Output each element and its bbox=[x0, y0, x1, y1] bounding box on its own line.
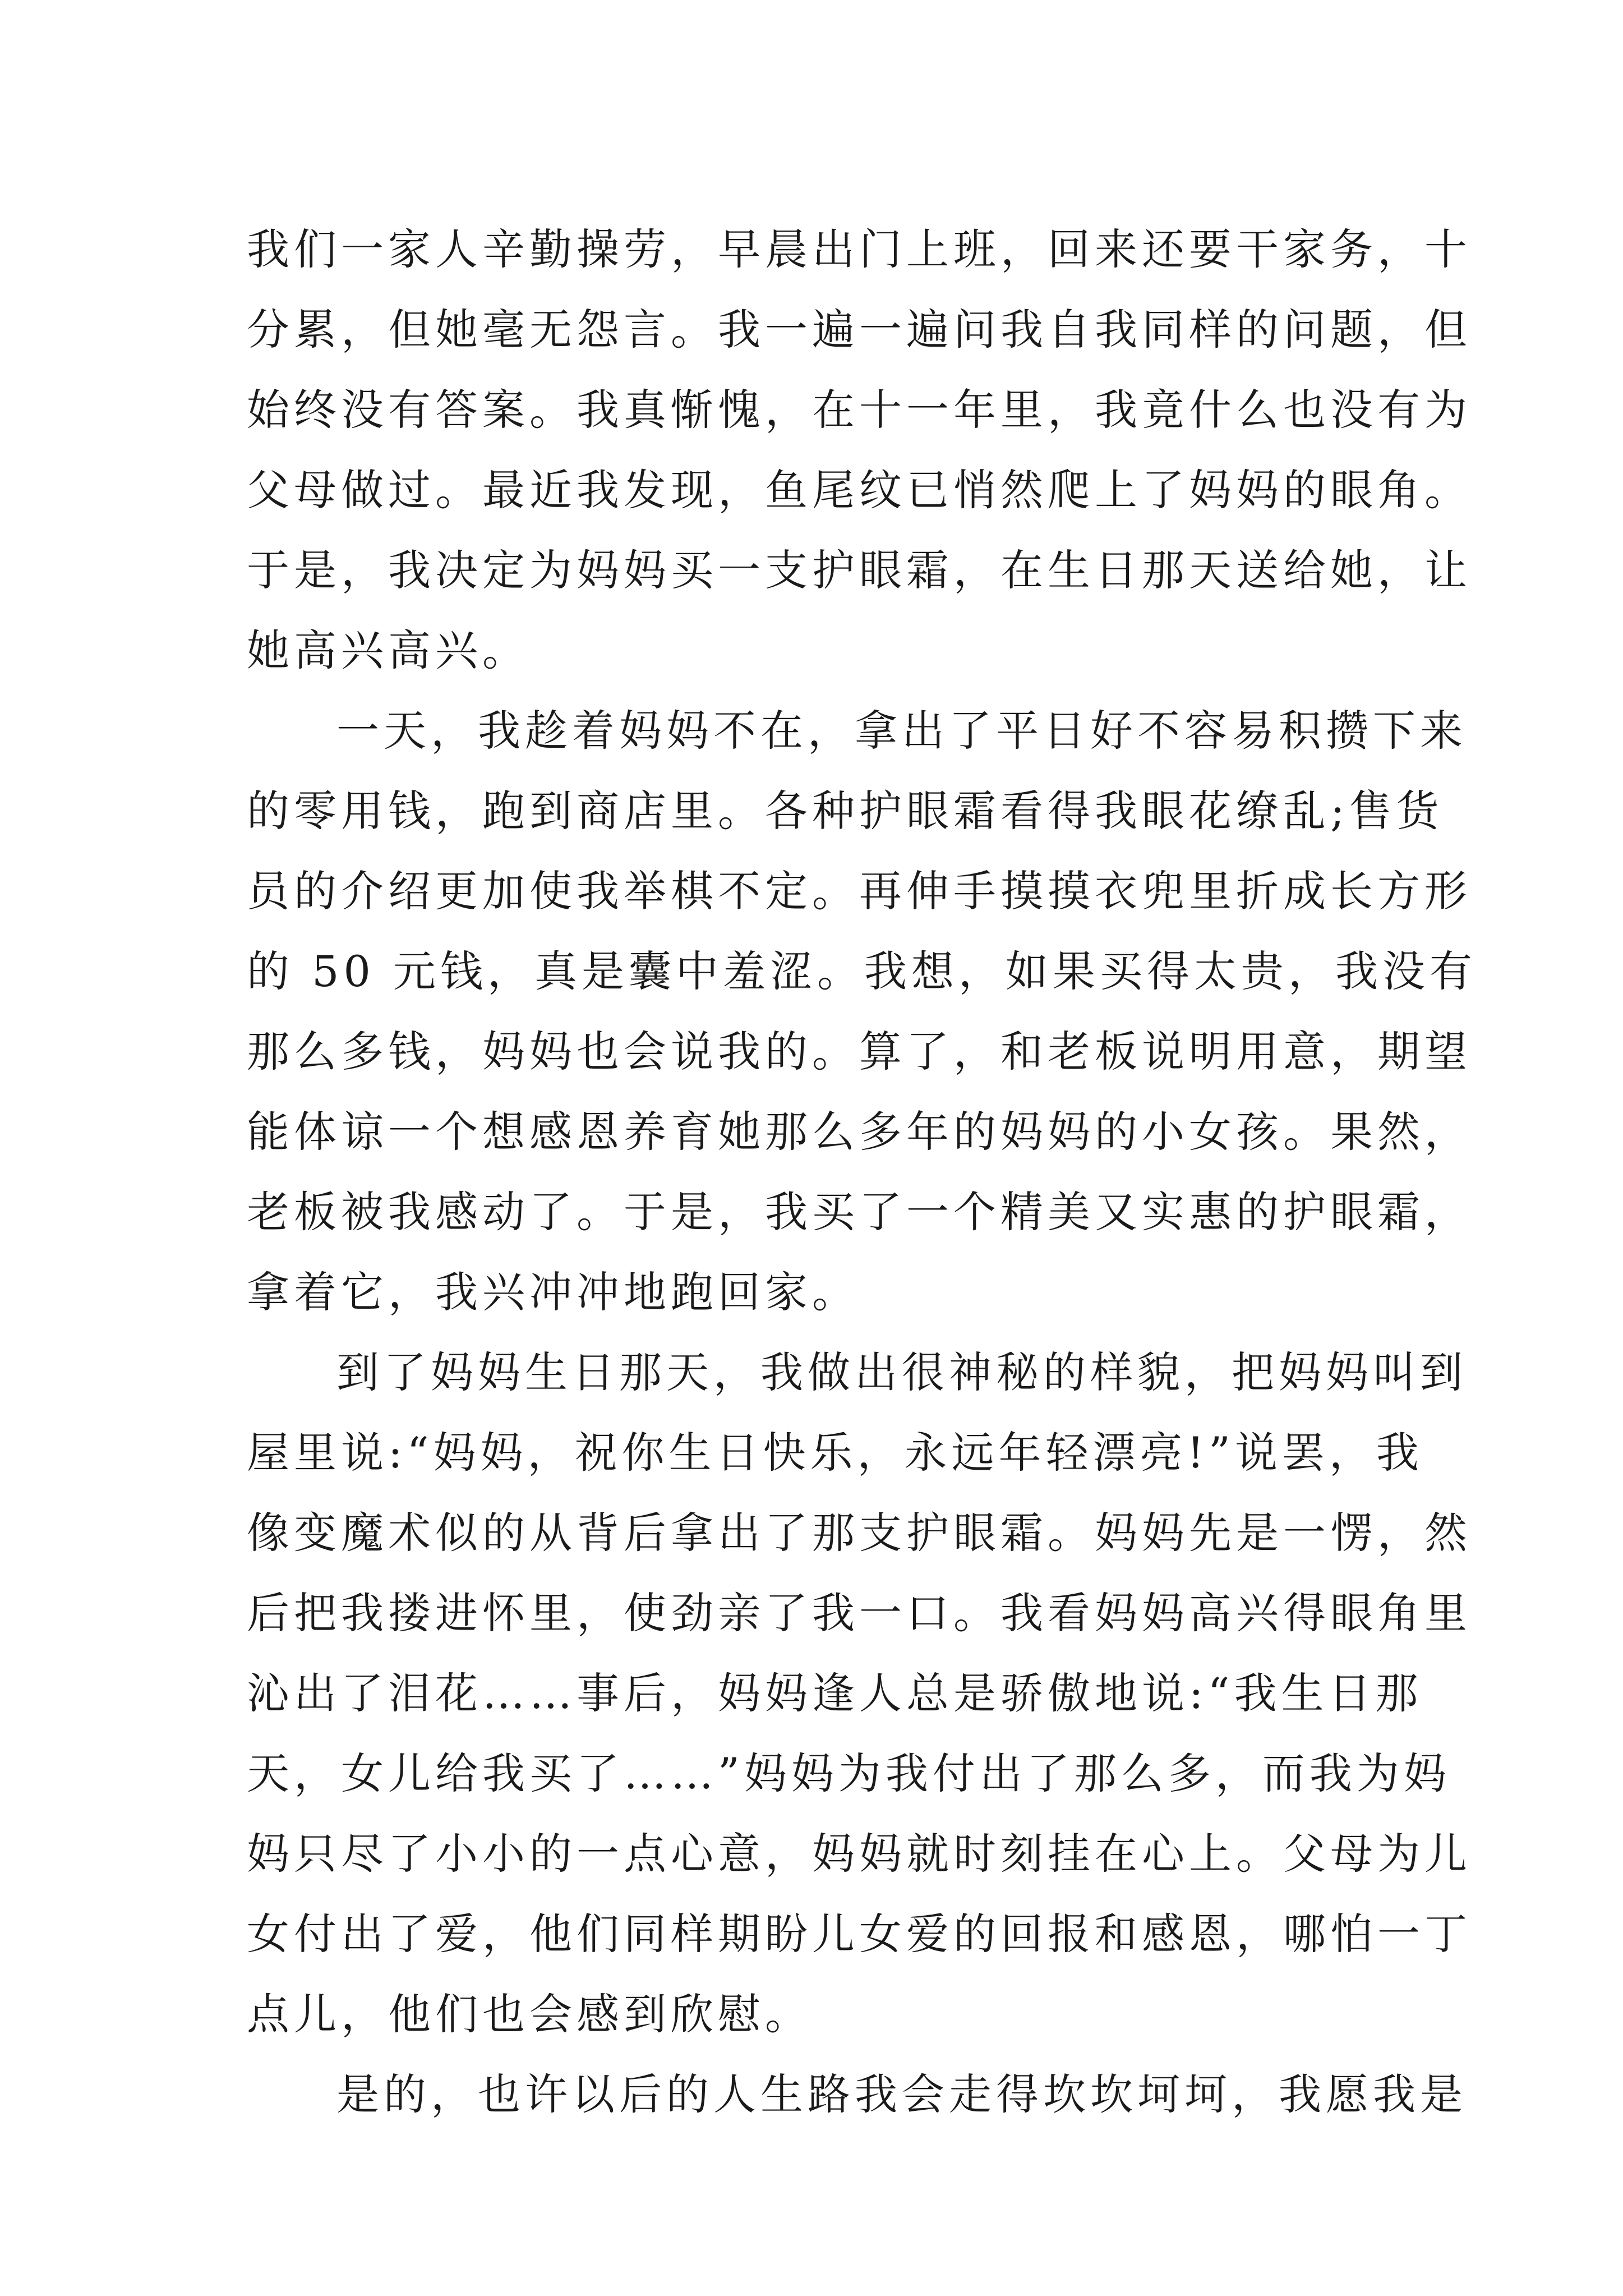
text-line: 沁出了泪花……事后，妈妈逢人总是骄傲地说:“我生日那 bbox=[247, 1668, 1423, 1718]
text-line: 员的介绍更加使我举棋不定。再伸手摸摸衣兜里折成长方形 bbox=[247, 866, 1472, 916]
text-line: 屋里说:“妈妈，祝你生日快乐，永远年轻漂亮!”说罢，我 bbox=[247, 1428, 1423, 1478]
paragraph-3 bbox=[247, 1332, 1472, 2054]
text-line: 我们一家人辛勤操劳，早晨出门上班，回来还要干家务，十 bbox=[247, 224, 1472, 274]
text-line: 后把我搂进怀里，使劲亲了我一口。我看妈妈高兴得眼角里 bbox=[247, 1588, 1472, 1638]
paragraph-1 bbox=[247, 209, 1472, 691]
text-line: 的 50 元钱，真是囊中羞涩。我想，如果买得太贵，我没有 bbox=[247, 946, 1477, 996]
text-line: 始终没有答案。我真惭愧，在十一年里，我竟什么也没有为 bbox=[247, 385, 1472, 435]
text-line: 她高兴高兴。 bbox=[247, 625, 529, 675]
text-line: 拿着它，我兴冲冲地跑回家。 bbox=[247, 1267, 859, 1317]
text-line: 是的，也许以后的人生路我会走得坎坎坷坷，我愿我是 bbox=[336, 2069, 1467, 2119]
text-line: 女付出了爱，他们同样期盼儿女爱的回报和感恩，哪怕一丁 bbox=[247, 1909, 1472, 1959]
text-line: 能体谅一个想感恩养育她那么多年的妈妈的小女孩。果然， bbox=[247, 1107, 1472, 1157]
paragraph-2 bbox=[247, 691, 1477, 1332]
text-line: 那么多钱，妈妈也会说我的。算了，和老板说明用意，期望 bbox=[247, 1027, 1472, 1076]
text-line: 一天，我趁着妈妈不在，拿出了平日好不容易积攒下来 bbox=[336, 706, 1467, 756]
document-body bbox=[247, 209, 1477, 2134]
text-line: 老板被我感动了。于是，我买了一个精美又实惠的护眼霜， bbox=[247, 1187, 1472, 1237]
text-line: 像变魔术似的从背后拿出了那支护眼霜。妈妈先是一愣，然 bbox=[247, 1508, 1472, 1558]
text-line: 的零用钱，跑到商店里。各种护眼霜看得我眼花缭乱;售货 bbox=[247, 786, 1444, 836]
text-line: 于是，我决定为妈妈买一支护眼霜，在生日那天送给她，让 bbox=[247, 545, 1472, 595]
text-line: 点儿，他们也会感到欣慰。 bbox=[247, 1989, 812, 2039]
text-line: 到了妈妈生日那天，我做出很神秘的样貌，把妈妈叫到 bbox=[336, 1347, 1467, 1397]
paragraph-4 bbox=[247, 2054, 1467, 2134]
text-line: 妈只尽了小小的一点心意，妈妈就时刻挂在心上。父母为儿 bbox=[247, 1829, 1472, 1879]
text-line: 天，女儿给我买了……”妈妈为我付出了那么多，而我为妈 bbox=[247, 1749, 1451, 1798]
text-line: 分累，但她毫无怨言。我一遍一遍问我自我同样的问题，但 bbox=[247, 305, 1472, 355]
text-line: 父母做过。最近我发现，鱼尾纹已悄然爬上了妈妈的眼角。 bbox=[247, 465, 1472, 515]
